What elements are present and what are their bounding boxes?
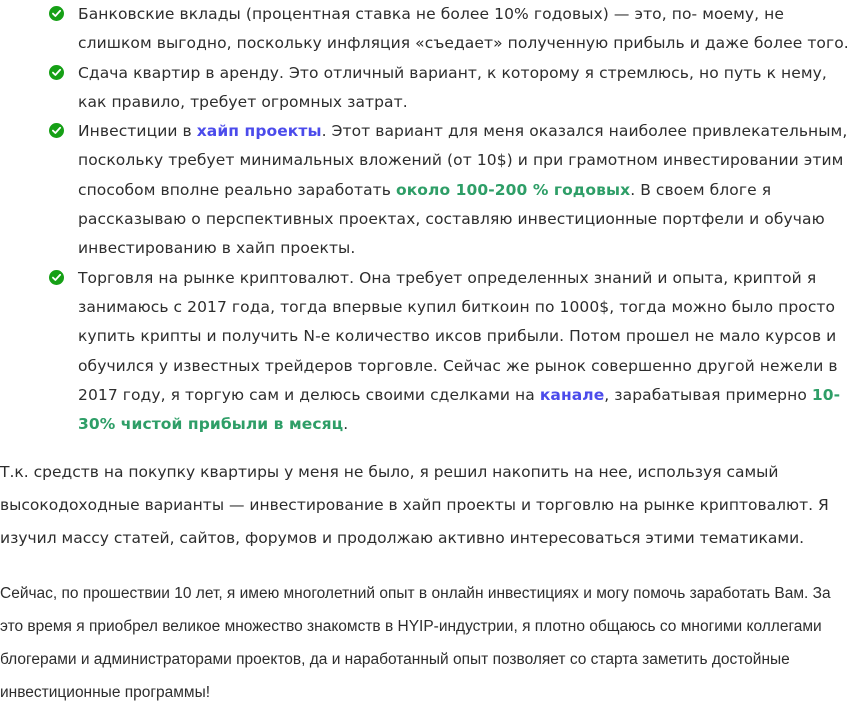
list-item-text: Инвестиции в [78, 122, 197, 141]
list-item-text: , зарабатывая примерно [604, 385, 812, 404]
experience-paragraph: Сейчас, по прошествии 10 лет, я имею многолетний опыт в онлайн инвестициях и могу помочь заработать Вам. За это время я приобрел великое множество знакомств в HYIP-индустрии, я плотно общаюсь со многими коллегами блогерами и администраторами проектов, да и наработанный опыт позволяет со старта заметить достойные инвестиционные программы! [0, 585, 831, 702]
list-item [0, 264, 858, 440]
spacer [0, 439, 858, 456]
check-circle-icon [49, 65, 64, 80]
savings-paragraph: Т.к. средств на покупку квартиры у меня не было, я решил накопить на нее, используя самый высокодоходные варианты — инвестирование в хайп проекты и торговлю на рынке криптовалют. Я изучил массу статей, сайтов, форумов и продолжаю активно интересоваться этими тематиками. [0, 463, 829, 548]
check-circle-icon [49, 123, 64, 138]
list-item-text: . В своем блоге я рассказываю о перспективных проектах, составляю инвестиционные портфели и обучаю инвестированию в хайп проекты. [78, 180, 825, 258]
list-item-text: Торговля на рынке криптовалют. Она требует определенных знаний и опыта, криптой я занимаюсь с 2017 года, тогда впервые купил биткоин по 1000$, тогда можно было просто купить крипты и получить N-е количество иксов прибыли. Потом прошел не мало курсов и обучился у известных трейдеров торговле. Сейчас же рынок совершенно другой нежели в 2017 году, я торгую сам и делюсь своими сделками на [78, 268, 838, 404]
list-item [0, 59, 858, 118]
list-item [0, 117, 858, 263]
list-item [0, 0, 858, 59]
list-item-text: Банковские вклады (процентная ставка не более 10% годовых) — это, по- моему, не слишком выгодно, поскольку инфляция «съедает» полученную прибыль и даже более того. [78, 5, 849, 53]
inline-link[interactable]: хайп проекты [196, 122, 322, 141]
check-circle-icon [49, 6, 64, 21]
list-item-text: . [343, 415, 349, 434]
inline-link[interactable]: канале [539, 385, 605, 404]
highlight-text: 10-30% чистой прибыли в месяц [78, 385, 841, 434]
highlight-text: около 100-200 % годовых [395, 180, 631, 199]
list-item-text: . Этот вариант для меня оказался наиболее привлекательным, поскольку требует минимальных вложений (от 10$) и при грамотном инвестировании этим способом вполне реально заработать [78, 122, 848, 199]
check-circle-icon [49, 270, 64, 285]
list-item-text: Сдача квартир в аренду. Это отличный вариант, к которому я стремлюсь, но путь к нему, как правило, требует огромных затрат. [78, 63, 827, 111]
spacer [0, 555, 858, 577]
